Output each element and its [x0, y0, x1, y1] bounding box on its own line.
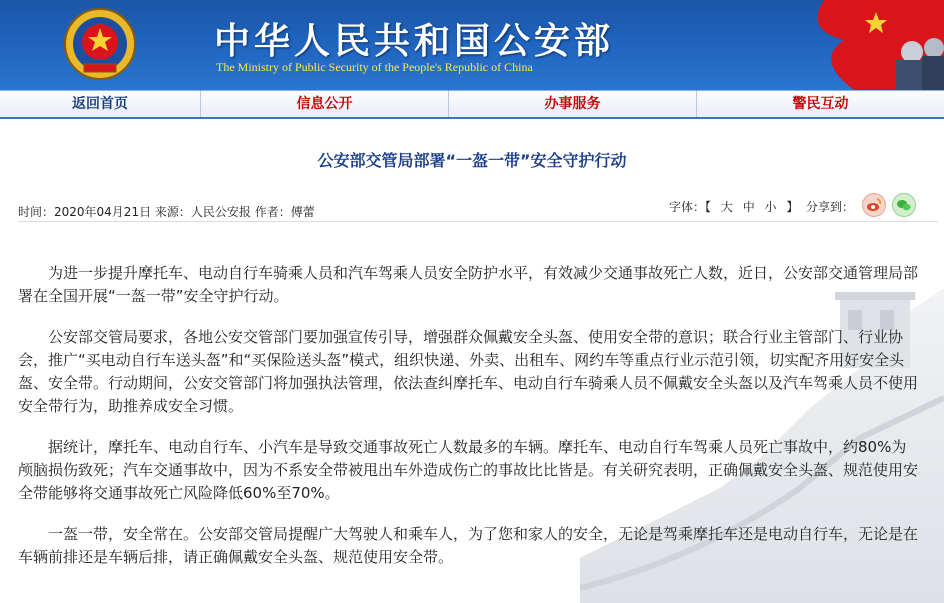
- weibo-icon[interactable]: [862, 193, 886, 217]
- font-medium-button[interactable]: 中: [742, 200, 755, 214]
- flag-decoration-icon: [784, 0, 944, 90]
- font-size-control: [666, 198, 801, 215]
- article-title: 公安部交管局部署“一盔一带”安全守护行动: [317, 151, 627, 170]
- font-label: 字体：【: [669, 200, 712, 214]
- nav-info-disclosure[interactable]: 信息公开: [201, 91, 449, 117]
- article-paragraph: 一盔一带，安全常在。公安部交管局提醒广大驾驶人和乘车人，为了您和家人的安全，无论是驾乘摩托车还是电动自行车，无论是在车辆前排还是车辆后排，请正确佩戴安全头盔、规范使用安全带。: [18, 525, 919, 566]
- font-small-button[interactable]: 小: [764, 200, 777, 214]
- site-title-en: The Ministry of Public Security of the People's Republic of China: [216, 60, 533, 74]
- font-large-button[interactable]: 大: [720, 200, 733, 214]
- share-label: 分享到：: [806, 200, 855, 214]
- site-header: [0, 0, 944, 90]
- article-paragraph: 据统计，摩托车、电动自行车、小汽车是导致交通事故死亡人数最多的车辆。摩托车、电动自行车驾乘人员死亡事故中，约80%为颅脑损伤致死；汽车交通事故中，因为不系安全带被甩出车外造成伤亡的事故比比皆是。有关研究表明，正确佩戴安全头盔、规范使用安全带能够将交通事故死亡风险降低60%至70%。: [18, 438, 919, 502]
- nav-interaction[interactable]: 警民互动: [792, 96, 849, 112]
- font-close: 】: [786, 200, 799, 214]
- nav-home[interactable]: 返回首页: [0, 91, 201, 117]
- article-paragraph: 公安部交管局要求，各地公安交管部门要加强宣传引导，增强群众佩戴安全头盔、使用安全带的意识；联合行业主管部门、行业协会，推广“买电动自行车送头盔”和“买保险送头盔”模式，组织快递、外卖、出租车、网约车等重点行业示范引领，切实配齐用好安全头盔、安全带。行动期间，公安交管部门将加强执法管理，依法查纠摩托车、电动自行车骑乘人员不佩戴安全头盔以及汽车驾乘人员不使用安全带行为，助推养成安全习惯。: [18, 328, 919, 415]
- main-nav: [0, 90, 944, 119]
- nav-services[interactable]: 办事服务: [449, 91, 697, 117]
- meta-divider: [18, 221, 938, 222]
- article-body: [18, 262, 918, 587]
- site-title-cn: 中华人民共和国公安部: [214, 20, 615, 62]
- article-paragraph: 为进一步提升摩托车、电动自行车骑乘人员和汽车驾乘人员安全防护水平，有效减少交通事故死亡人数，近日，公安部交通管理局部署在全国开展“一盔一带”安全守护行动。: [18, 264, 919, 305]
- wechat-icon[interactable]: [892, 193, 916, 217]
- police-emblem-icon: [62, 6, 138, 82]
- article-meta: 时间：2020年04月21日 来源：人民公安报 作者：傅蕾: [18, 205, 315, 219]
